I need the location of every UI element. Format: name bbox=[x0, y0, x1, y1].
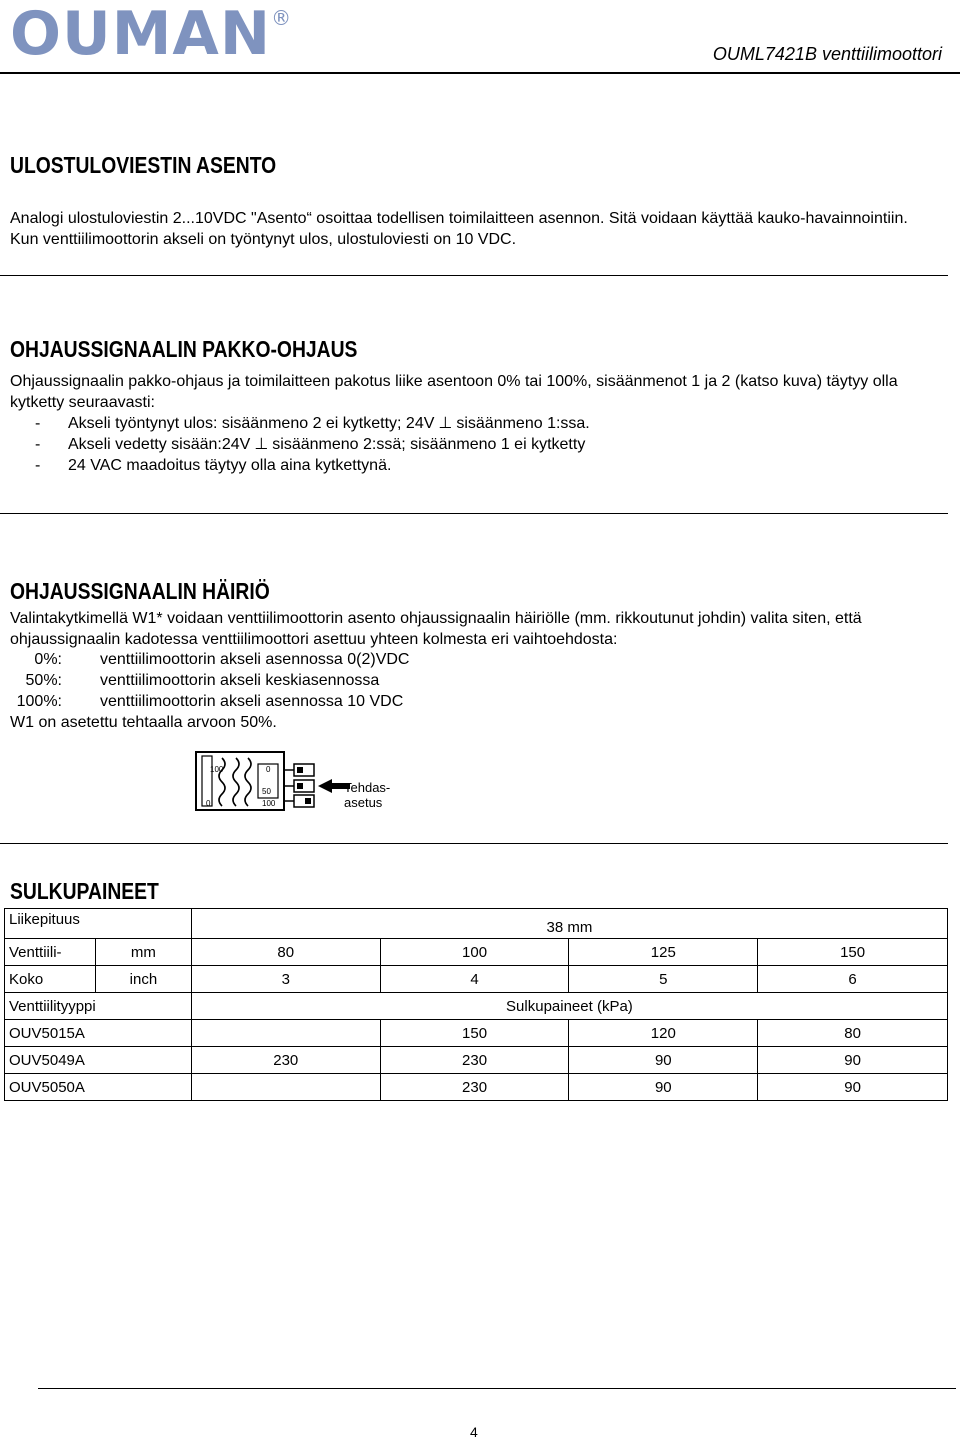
table-cell: Koko bbox=[5, 966, 96, 993]
table-cell: 100 bbox=[380, 939, 569, 966]
table-row bbox=[5, 1047, 948, 1074]
section-divider bbox=[0, 843, 948, 844]
table-cell: 125 bbox=[569, 939, 758, 966]
table-cell: 80 bbox=[758, 1020, 948, 1047]
list-item: 100%: venttiilimoottorin akseli asennossa 10 VDC bbox=[16, 693, 404, 710]
section-heading-signal-fault: OHJAUSSIGNAALIN HÄIRIÖ bbox=[10, 578, 270, 604]
closing-pressure-table bbox=[4, 908, 948, 1101]
fault-options-list bbox=[10, 649, 409, 712]
table-cell: Venttiilityyppi bbox=[5, 993, 192, 1020]
page-number: 4 bbox=[470, 1424, 478, 1440]
table-cell: 150 bbox=[380, 1020, 569, 1047]
list-item: 50%: venttiilimoottorin akseli keskiasennossa bbox=[25, 672, 380, 689]
switch-label: 100 bbox=[210, 765, 224, 774]
footer-divider bbox=[38, 1388, 956, 1389]
table-row bbox=[5, 939, 948, 966]
section-text-output-position: Analogi ulostuloviestin 2...10VDC "Asento“ osoittaa todellisen toimilaitteen asennon. Sitä voidaan käyttää kauko-havainnointiin. Kun venttiilimoottorin akseli on työntynyt ulos, ulostuloviesti on 10 VDC. bbox=[10, 210, 908, 248]
table-cell: 230 bbox=[191, 1047, 380, 1074]
table-cell: 230 bbox=[380, 1074, 569, 1101]
table-cell: Venttiili- bbox=[5, 939, 96, 966]
table-cell: 38 mm bbox=[191, 909, 947, 939]
table-cell: mm bbox=[95, 939, 191, 966]
list-item: 0%: venttiilimoottorin akseli asennossa 0(2)VDC bbox=[34, 651, 410, 668]
table-cell: Liikepituus bbox=[5, 909, 192, 939]
table-cell: 150 bbox=[758, 939, 948, 966]
switch-label: 0 bbox=[266, 765, 271, 774]
header-divider bbox=[0, 72, 960, 74]
w1-switch-diagram bbox=[192, 748, 352, 816]
list-item: - 24 VAC maadoitus täytyy olla aina kytkettynä. bbox=[35, 457, 392, 474]
table-cell bbox=[191, 1020, 380, 1047]
table-row bbox=[5, 993, 948, 1020]
table-row bbox=[5, 1074, 948, 1101]
table-cell: 5 bbox=[569, 966, 758, 993]
table-row bbox=[5, 966, 948, 993]
table-row bbox=[5, 1020, 948, 1047]
switch-label: 100 bbox=[262, 799, 276, 808]
section-divider bbox=[0, 513, 948, 514]
table-cell: OUV5049A bbox=[5, 1047, 192, 1074]
ouman-logo bbox=[10, 0, 293, 69]
table-row bbox=[5, 909, 948, 939]
table-cell: 3 bbox=[191, 966, 380, 993]
table-cell: 80 bbox=[191, 939, 380, 966]
document-title: OUML7421B venttiilimoottori bbox=[712, 44, 942, 64]
section-heading-closing-pressures: SULKUPAINEET bbox=[10, 878, 159, 904]
section-text-signal-fault: Valintakytkimellä W1* voidaan venttiilimoottorin asento ohjaussignaalin häiriölle (mm. rikkoutunut johdin) valita siten, että ohjaussignaalin kadotessa venttiilimoottori asettuu yhteen kolmesta eri vaihtoehdosta: bbox=[10, 610, 862, 648]
switch-label: 0 bbox=[206, 799, 211, 808]
factory-setting-callout: Tehdas- asetus bbox=[344, 780, 391, 810]
table-cell: 90 bbox=[569, 1047, 758, 1074]
table-cell bbox=[191, 1074, 380, 1101]
ground-symbol: ⊥ bbox=[254, 436, 269, 453]
table-cell: inch bbox=[95, 966, 191, 993]
table-cell: 90 bbox=[758, 1074, 948, 1101]
registered-mark: ® bbox=[271, 6, 293, 30]
switch-label: 50 bbox=[262, 787, 271, 796]
forced-control-list bbox=[10, 413, 590, 476]
table-cell: 120 bbox=[569, 1020, 758, 1047]
section-divider bbox=[0, 275, 948, 276]
table-cell: 90 bbox=[569, 1074, 758, 1101]
table-cell: 4 bbox=[380, 966, 569, 993]
table-cell: OUV5050A bbox=[5, 1074, 192, 1101]
table-cell: 6 bbox=[758, 966, 948, 993]
logo-text: OUMAN bbox=[10, 0, 272, 69]
list-item: - Akseli vedetty sisään:24V ⊥ sisäänmeno 2:ssä; sisäänmeno 1 ei kytketty bbox=[35, 436, 586, 453]
section-heading-output-position: ULOSTULOVIESTIN ASENTO bbox=[10, 152, 277, 178]
ground-symbol: ⊥ bbox=[438, 415, 453, 432]
table-cell: Sulkupaineet (kPa) bbox=[191, 993, 947, 1020]
table-cell: OUV5015A bbox=[5, 1020, 192, 1047]
factory-setting-note: W1 on asetettu tehtaalla arvoon 50%. bbox=[10, 714, 277, 731]
table-cell: 90 bbox=[758, 1047, 948, 1074]
table-cell: 230 bbox=[380, 1047, 569, 1074]
section-text-forced-control: Ohjaussignaalin pakko-ohjaus ja toimilaitteen pakotus liike asentoon 0% tai 100%, sisäänmenot 1 ja 2 (katso kuva) täytyy olla kytketty seuraavasti: bbox=[10, 373, 898, 411]
section-heading-forced-control: OHJAUSSIGNAALIN PAKKO-OHJAUS bbox=[10, 336, 358, 362]
list-item: - Akseli työntynyt ulos: sisäänmeno 2 ei kytketty; 24V ⊥ sisäänmeno 1:ssa. bbox=[35, 415, 590, 432]
